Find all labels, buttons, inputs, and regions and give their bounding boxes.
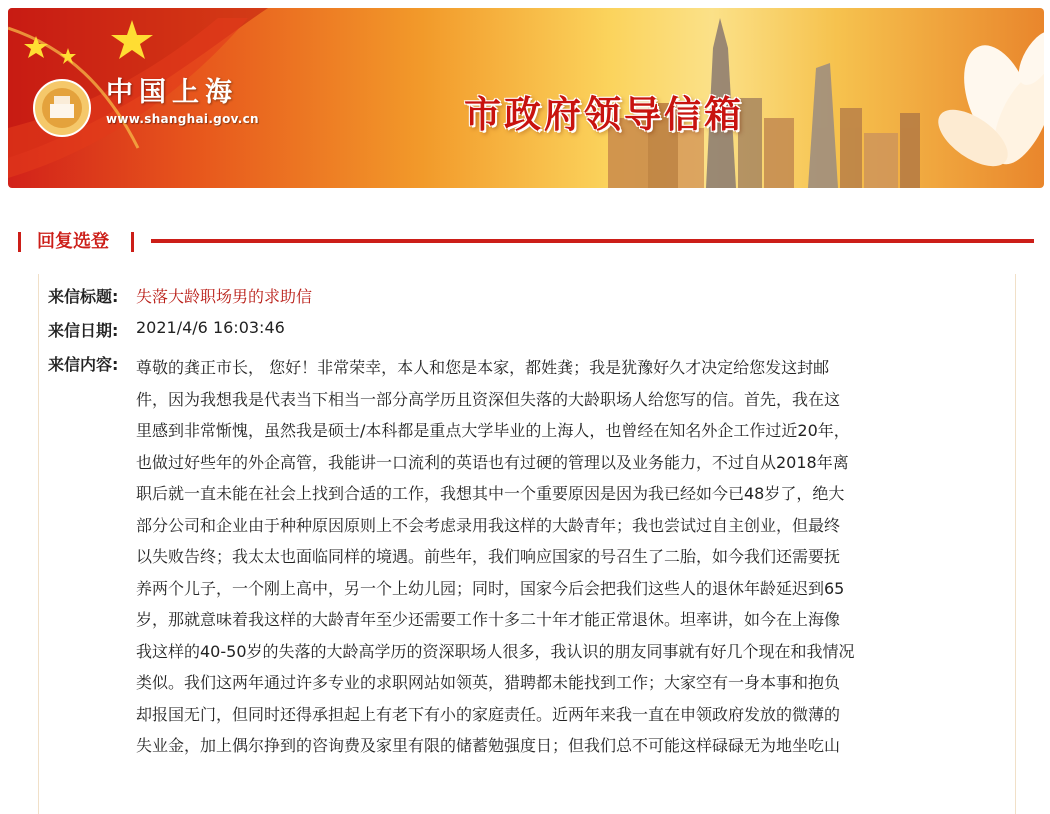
section-divider: [151, 239, 1034, 243]
content-line: 部分公司和企业由于种种原因原则上不会考虑录用我这样的大龄青年；我也尝试过自主创业，但最终: [136, 515, 841, 535]
content-line: 职后就一直未能在社会上找到合适的工作，我想其中一个重要原因是因为我已经如今已48岁了，绝大: [136, 484, 845, 503]
content-line: 我这样的40-50岁的失落的大龄高学历的资深职场人很多，我认识的朋友同事就有好几个现在和我情况: [136, 641, 855, 661]
content-line: 却报国无门，但同时还得承担起上有老下有小的家庭责任。近两年来我一直在申领政府发放的微薄的: [136, 704, 841, 724]
letter-title-label: 来信标题:: [48, 287, 119, 306]
section-header: [18, 230, 1034, 254]
logo-url: www.shanghai.gov.cn: [106, 112, 259, 126]
site-logo[interactable]: [106, 78, 259, 126]
content-line: 失业金，加上偶尔挣到的咨询费及家里有限的储蓄勉强度日；但我们总不可能这样碌碌无为地坐吃山: [136, 736, 841, 755]
letter-content-body: [136, 352, 926, 762]
section-title: 回复选登: [37, 231, 109, 252]
section-marker-right: [131, 232, 134, 252]
content-line: 以失败告终；我太太也面临同样的境遇。前些年，我们响应国家的号召生了二胎，如今我们还需要抚: [136, 547, 841, 566]
content-line: 尊敬的龚正市长， 您好！非常荣幸，本人和您是本家，都姓龚；我是犹豫好久才决定给您发这封邮: [136, 358, 830, 377]
letter-date-value: 2021/4/6 16:03:46: [136, 318, 285, 337]
header-banner: [8, 8, 1044, 188]
content-line: 岁，那就意味着我这样的大龄青年至少还需要工作十多二十年才能正常退休。坦率讲，如今在上海像: [136, 610, 841, 629]
letter-date-label: 来信日期:: [48, 321, 119, 340]
content-line: 养两个儿子，一个刚上高中，另一个上幼儿园；同时，国家今后会把我们这些人的退休年龄延迟到65: [136, 578, 845, 598]
banner-title: 市政府领导信箱: [464, 93, 744, 136]
letter-panel: [38, 274, 1016, 814]
shanghai-logo-icon: [34, 80, 90, 136]
logo-name: 中国上海: [106, 77, 238, 108]
magnolia-flower-icon: [929, 25, 1044, 177]
content-line: 里感到非常惭愧，虽然我是硕士/本科都是重点大学毕业的上海人，也曾经在知名外企工作过近20年，: [136, 421, 850, 440]
letter-title-link[interactable]: 失落大龄职场男的求助信: [136, 287, 313, 306]
content-line: 件，因为我想我是代表当下相当一部分高学历且资深但失落的大龄职场人给您写的信。首先，我在这: [136, 389, 841, 409]
letter-content-label: 来信内容:: [48, 355, 119, 374]
section-marker-left: [18, 232, 21, 252]
content-line: 类似。我们这两年通过许多专业的求职网站如领英，猎聘都未能找到工作；大家空有一身本事和抱负: [136, 673, 841, 692]
content-line: 也做过好些年的外企高管，我能讲一口流利的英语也有过硬的管理以及业务能力，不过自从2018年离: [136, 452, 849, 472]
